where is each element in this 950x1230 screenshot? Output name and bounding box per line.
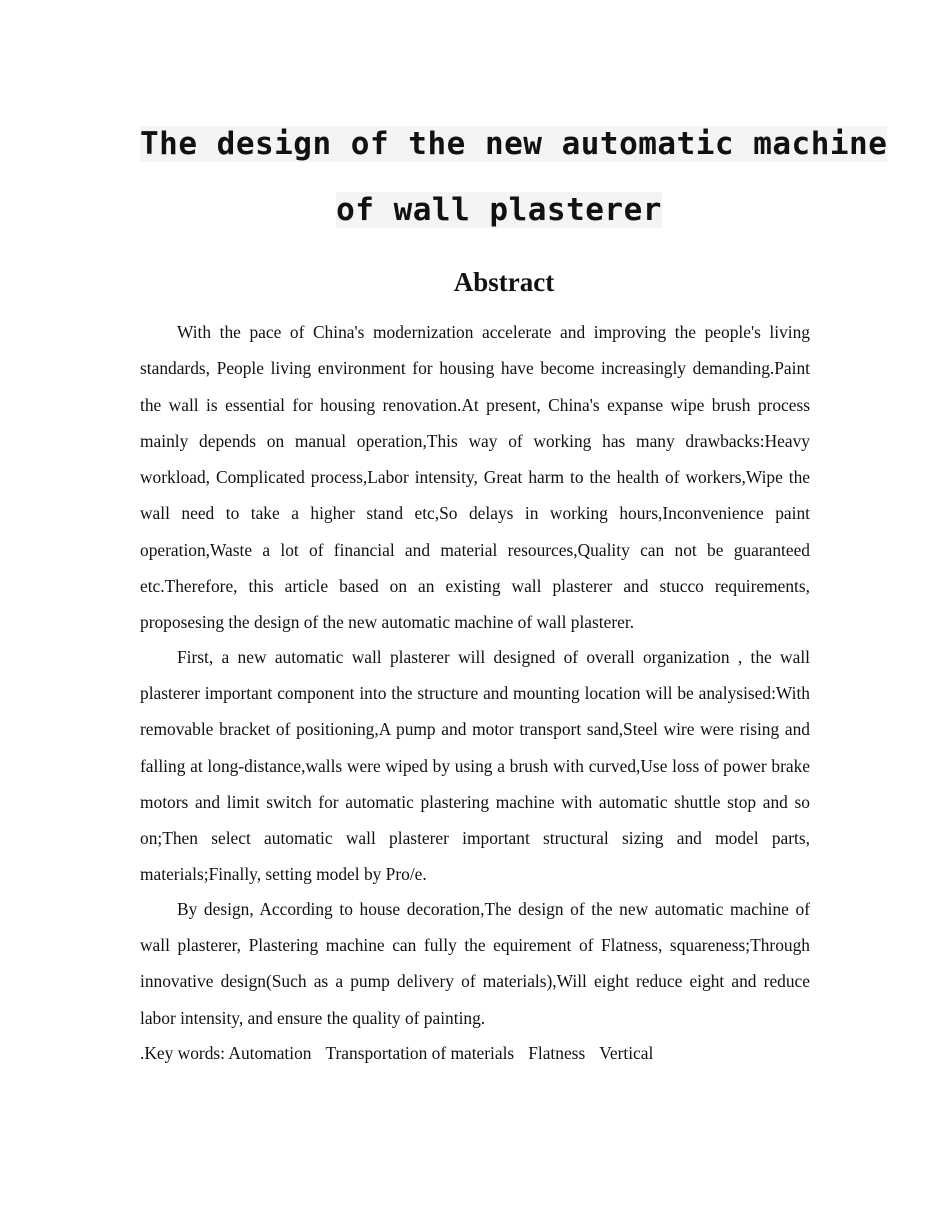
keywords-label: .Key words:: [140, 1042, 229, 1063]
paper-page: [140, 122, 888, 1070]
keyword-item: Flatness: [528, 1042, 586, 1063]
keyword-item: Vertical: [599, 1042, 654, 1063]
title-line-1: [140, 122, 888, 166]
title-line-2: [140, 188, 810, 232]
keyword-item: Automation: [228, 1042, 312, 1063]
keyword-item: Transportation of materials: [325, 1042, 515, 1063]
abstract-paragraph-3: By design, According to house decoration,The design of the new automatic machine of wall plasterer, Plastering machine can fully the equirement of Flatness, squareness;Through innovative design(Such as a pump delivery of materials),Will eight reduce eight and reduce labor intensity, and ensure the quality of painting.: [140, 898, 810, 1028]
abstract-paragraph-1: With the pace of China's modernization accelerate and improving the people's living standards, People living environment for housing have become increasingly demanding.Paint the wall is essential for housing renovation.At present, China's expanse wipe brush process mainly depends on manual operation,This way of working has many drawbacks:Heavy workload, Complicated process,Labor intensity, Great harm to the health of workers,Wipe the wall need to take a higher stand etc,So delays in working hours,Inconvenience paint operation,Waste a lot of financial and material resources,Quality can not be guaranteed etc.Therefore, this article based on an existing wall plasterer and stucco requirements, proposesing the design of the new automatic machine of wall plasterer.: [140, 322, 810, 633]
abstract-heading-text: Abstract: [453, 267, 555, 297]
title-line-1-text: The design of the new automatic machine: [140, 126, 888, 162]
abstract-heading: [140, 262, 810, 302]
abstract-paragraph-2: First, a new automatic wall plasterer will designed of overall organization , the wall plasterer important component into the structure and mounting location will be analysised:With removable bracket of positioning,A pump and motor transport sand,Steel wire were rising and falling at long-distance,walls were wiped by using a brush with curved,Use loss of power brake motors and limit switch for automatic plastering machine with automatic shuttle stop and so on;Then select automatic wall plasterer important structural sizing and model parts, materials;Finally, setting model by Pro/e.: [140, 646, 810, 885]
keywords-line: [140, 1036, 810, 1070]
title-line-2-text: of wall plasterer: [336, 192, 662, 228]
